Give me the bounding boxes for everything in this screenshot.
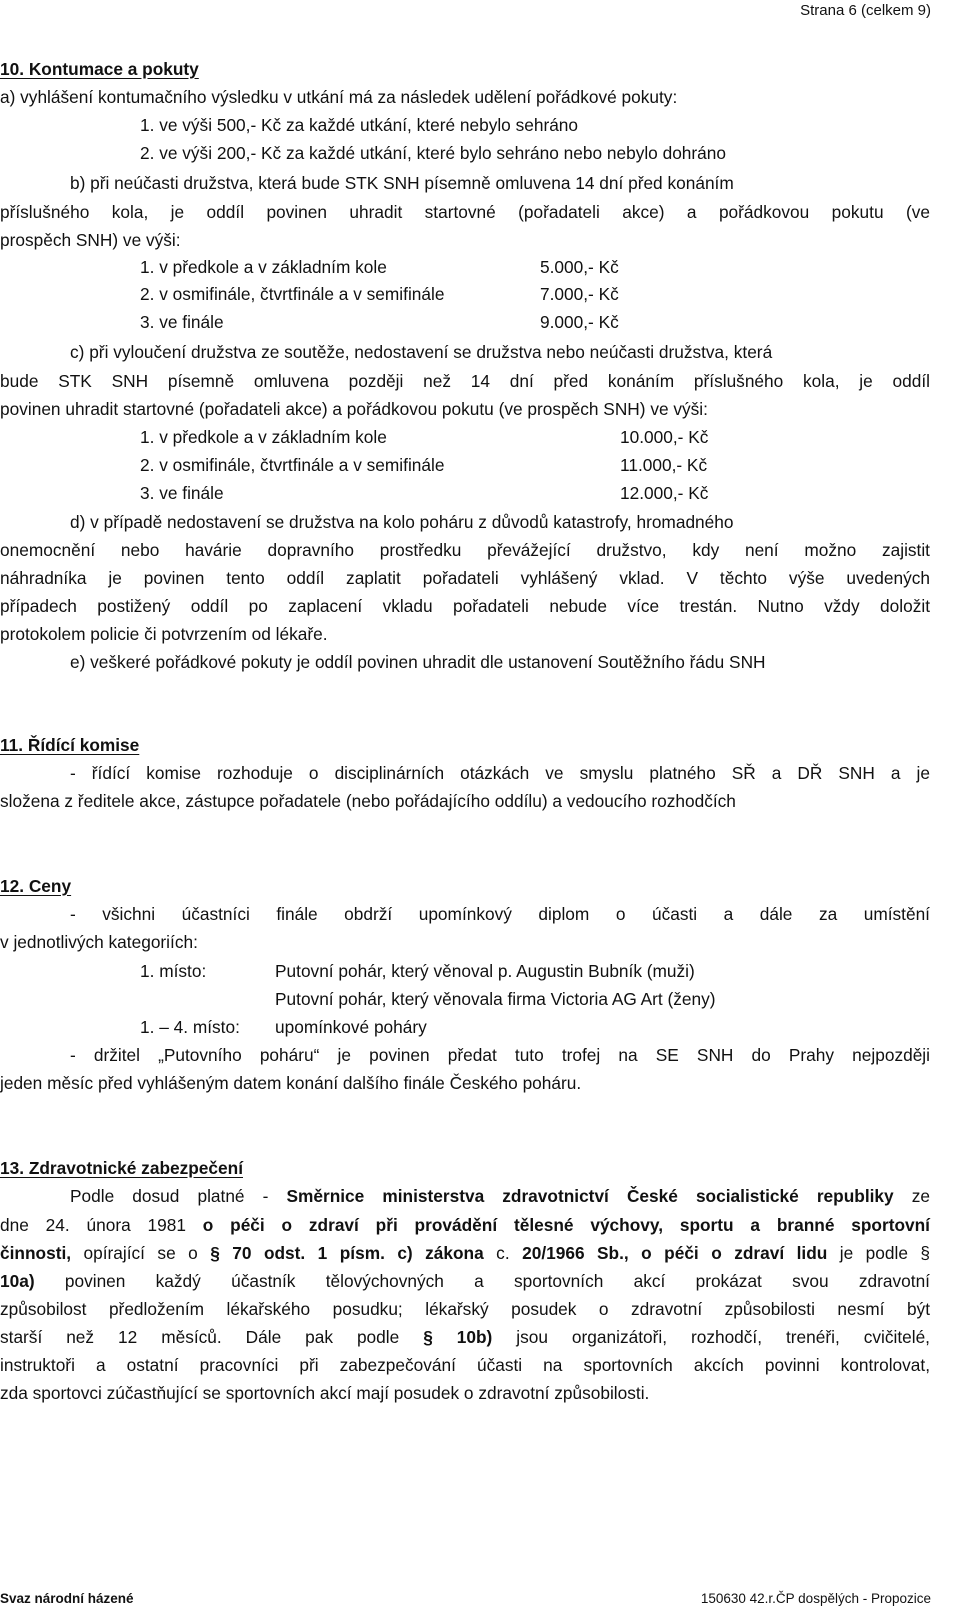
section-13-line3 [0,1239,930,1268]
section-13-line4 [0,1267,930,1296]
section-10-c-line2: bude STK SNH písemně omluvena později než 14 dní před konáním příslušného kola, je oddíl [0,371,930,391]
section-10-d-line5: protokolem policie či potvrzením od lékaře. [0,624,328,644]
fine-c-amount-3: 12.000,- Kč [620,483,709,503]
section-10-c-line3: povinen uhradit startovné (pořadateli akce) a pořádkovou pokutu (ve prospěch SNH) ve výši: [0,399,708,419]
section-10-b-line3: prospěch SNH) ve výši: [0,230,181,250]
fine-c-label-2: 2. v osmifinále, čtvrtfinále a v semifinále [140,455,445,475]
fine-c-label-3: 3. ve finále [140,483,224,503]
section-12-line1: - všichni účastníci finále obdrží upomínkový diplom o účasti a dále za umístění [70,904,930,924]
section-12-line2: v jednotlivých kategoriích: [0,932,198,952]
s13-l6-a: starší než 12 měsíců. Dále pak podle [0,1327,424,1347]
prize-place1-men: Putovní pohár, který věnoval p. Augustin Bubník (muži) [275,961,695,981]
fine-b-amount-2: 7.000,- Kč [540,284,619,304]
section-10-b-line2: příslušného kola, je oddíl povinen uhradit startovné (pořadateli akce) a pořádkovou pokutu (ve [0,202,930,222]
s13-l2-a: dne 24. února 1981 [0,1215,203,1235]
fine-b-amount-1: 5.000,- Kč [540,257,619,277]
prize-place1-4-value: upomínkové poháry [275,1017,427,1037]
s13-l4-a: 10a) [0,1271,35,1291]
section-10-d-line1: d) v případě nedostavení se družstva na kolo poháru z důvodů katastrofy, hromadného [70,512,734,532]
prize-place1-label: 1. místo: [140,961,207,981]
prize-place1-women: Putovní pohár, který věnovala firma Victoria AG Art (ženy) [275,989,716,1009]
section-10-c-line1: c) při vyloučení družstva ze soutěže, nedostavení se družstva nebo neúčasti družstva, která [70,342,773,362]
section-10-a1: 1. ve výši 500,- Kč za každé utkání, které nebylo sehráno [140,115,579,135]
s13-law-ref: § 70 odst. 1 písm. c) zákona [210,1243,484,1263]
section-10-d-line2: onemocnění nebo havárie dopravního prostředku převážející družstvo, kdy není možno zajistit [0,540,930,560]
section-10-heading: 10. Kontumace a pokuty [0,59,199,79]
s13-l3-a: činnosti, [0,1243,72,1263]
section-10-d-line4: případech postižený oddíl po zaplacení vkladu pořadateli nebude více trestán. Nutno vždy doložit [0,596,930,616]
section-11-line1: - řídící komise rozhoduje o disciplinárních otázkách ve smyslu platného SŘ a DŘ SNH a je [70,763,930,783]
fine-c-amount-2: 11.000,- Kč [620,455,708,475]
section-11-heading: 11. Řídící komise [0,735,140,755]
fine-c-amount-1: 10.000,- Kč [620,427,709,447]
section-10-a2: 2. ve výši 200,- Kč za každé utkání, které bylo sehráno nebo nebylo dohráno [140,143,727,163]
s13-l3-f: je podle § [827,1243,931,1263]
fine-b-amount-3: 9.000,- Kč [540,312,619,332]
section-10-e: e) veškeré pořádkové pokuty je oddíl povinen uhradit dle ustanovení Soutěžního řádu SNH [70,652,766,672]
section-11-line2: složena z ředitele akce, zástupce pořadatele (nebo pořádajícího oddílu) a vedoucího rozhodčích [0,791,736,811]
s13-l3-b: opírající se o [71,1243,211,1263]
fine-b-label-3: 3. ve finále [140,312,224,332]
footer-organization: Svaz národní házené [0,1591,134,1606]
page-number: Strana 6 (celkem 9) [800,2,931,19]
s13-l2-b: o péči o zdraví při provádění tělesné výchovy, sportu a branné sportovní [202,1215,930,1235]
section-13-line1 [70,1182,930,1211]
section-10-b-line1: b) při neúčasti družstva, která bude STK SNH písemně omluvena 14 dní před konáním [70,173,734,193]
s13-l4-b: povinen každý účastník tělovýchovných a sportovních akcí prokázat svou zdravotní [34,1271,930,1291]
section-13-heading: 13. Zdravotnické zabezpečení [0,1158,243,1178]
s13-l6-b: § 10b) [423,1327,493,1347]
fine-b-label-1: 1. v předkole a v základním kole [140,257,387,277]
section-12-holder-line1: - držitel „Putovního poháru“ je povinen předat tuto trofej na SE SNH do Prahy nejpozději [70,1045,930,1065]
s13-law-title: 20/1966 Sb., o péči o zdraví lidu [522,1243,828,1263]
section-10-d-line3: náhradníka je povinen tento oddíl zaplatit pořadateli vyhlášený vklad. V těchto výše uvedených [0,568,930,588]
section-12-holder-line2: jeden měsíc před vyhlášeným datem konání dalšího finále Českého poháru. [0,1073,582,1093]
section-13-line7: instruktoři a ostatní pracovníci při zabezpečování účasti na sportovních akcích povinni kontrolovat, [0,1355,930,1375]
footer-document-id: 150630 42.r.ČP dospělých - Propozice [700,1591,931,1606]
section-13-line6 [0,1323,930,1352]
fine-b-label-2: 2. v osmifinále, čtvrtfinále a v semifinále [140,284,445,304]
prize-place1-4-label: 1. – 4. místo: [140,1017,240,1037]
s13-l3-d: c. [483,1243,523,1263]
section-12-heading: 12. Ceny [0,876,72,896]
fine-c-label-1: 1. v předkole a v základním kole [140,427,387,447]
section-13-line5: způsobilost předložením lékařského posudku; lékařský posudek o zdravotní způsobilosti nesmí být [0,1299,930,1319]
s13-l1-a: Podle dosud platné - [70,1186,287,1206]
s13-directive-title: Směrnice ministerstva zdravotnictví České socialistické republiky [286,1186,894,1206]
s13-l1-c: ze [893,1186,930,1206]
section-13-line2 [0,1211,930,1240]
section-10-a: a) vyhlášení kontumačního výsledku v utkání má za následek udělení pořádkové pokuty: [0,87,678,107]
s13-l6-c: jsou organizátoři, rozhodčí, trenéři, cvičitelé, [492,1327,930,1347]
section-13-line8: zda sportovci zúčastňující se sportovních akcí mají posudek o zdravotní způsobilosti. [0,1383,650,1403]
